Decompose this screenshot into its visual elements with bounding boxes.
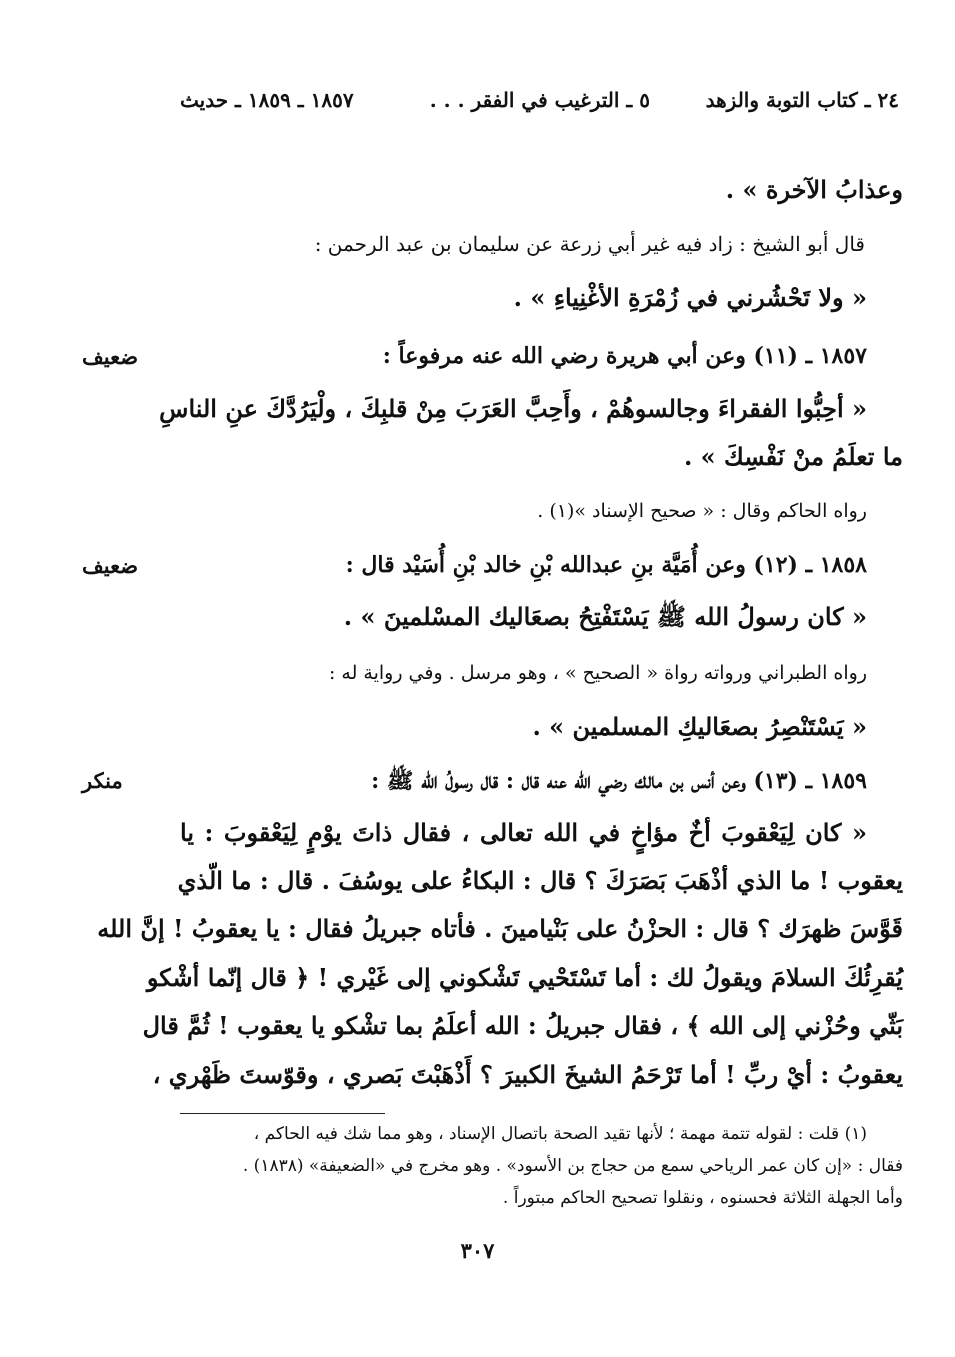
page-number: ٣٠٧ [460, 1238, 495, 1263]
text-line-2: قال أبو الشيخ : زاد فيه غير أبي زرعة عن سليمان بن عبد الرحمن : [314, 232, 865, 256]
footnote-line-3: وأما الجهلة الثلاثة فحسنوه ، ونقلوا تصحيح الحاكم مبتوراً . [502, 1188, 903, 1208]
hadith-1859-intro: ١٨٥٩ ـ (١٣) وعن أنس بن مالك رضي الله عنه قال : قال رسولُ الله ﷺ : [371, 768, 867, 794]
hadith-1859-matn-3: قَوَّسَ ظهرَك ؟ قال : الحزْنُ على بَنْيامينَ . فأتاه جبريلُ فقال : يا يعقوبُ ! إنَّ الله [97, 914, 903, 943]
running-header-chapter: ٥ ـ الترغيب في الفقر . . . [429, 88, 650, 112]
hadith-1859-matn-5: بَثّي وحُزْني إلى الله ﴾ ، فقال جبريلُ : الله أعلَمُ بما تشْكو يا يعقوب ! ثُمَّ قال [142, 1011, 903, 1040]
running-header-book: ٢٤ ـ كتاب التوبة والزهد [705, 88, 899, 112]
hadith-1858-matn-1: « كان رسولُ الله ﷺ يَسْتَفْتِحُ بصعَاليك المسْلمينَ » . [343, 602, 867, 631]
hadith-1857-intro: ١٨٥٧ ـ (١١) وعن أبي هريرة رضي الله عنه مرفوعاً : [382, 343, 867, 369]
text-line-3: « ولا تَحْشُرني في زُمْرَةِ الأغْنِياءِ » . [513, 283, 867, 312]
hadith-1858-source: رواه الطبراني ورواته رواة « الصحيح » ، وهو مرسل . وفي رواية له : [328, 662, 867, 684]
footnote-separator [180, 1113, 385, 1114]
hadith-1859-matn-2: يعقوب ! ما الذي أذْهَبَ بَصَرَكَ ؟ قال : البكاءُ على يوسُفَ . قال : ما الّذي [177, 866, 903, 895]
grade-1859: منكر [82, 768, 123, 793]
footnote-line-2: فقال : «إن كان عمر الرياحي سمع من حجاج بن الأسود» . وهو مخرج في «الضعيفة» (١٨٣٨) . [242, 1156, 903, 1176]
hadith-1857-source: رواه الحاكم وقال : « صحيح الإسناد »(١) . [537, 500, 867, 522]
hadith-1859-matn-4: يُقرِئُكَ السلامَ ويقولُ لك : أما تَسْتَحْيي تَشْكوني إلى غَيْري ! ﴿ قال إنّما أشْكو [146, 963, 903, 992]
grade-1858: ضعيف [82, 553, 139, 578]
hadith-1857-matn-1: « أحِبُّوا الفقراءَ وجالسوهُمْ ، وأَحِبَّ العَرَبَ مِنْ قلبِكَ ، ولْيَرُدَّكَ عنِ الناسِ [159, 394, 867, 423]
hadith-1858-intro: ١٨٥٨ ـ (١٢) وعن أُمَيَّة بنِ عبدالله بْنِ خالد بْنِ أُسَيْد قال : [345, 552, 867, 578]
hadith-1858-matn-2: « يَسْتَنْصِرُ بصعَاليكِ المسلمين » . [532, 712, 867, 741]
text-line-1: وعذابُ الآخرة » . [725, 175, 903, 204]
footnote-line-1: (١) قلت : لقوله تتمة مهمة ؛ لأنها تقيد الصحة باتصال الإسناد ، وهو مما شك فيه الحاكم ، [253, 1124, 867, 1144]
hadith-1859-matn-1: « كان لِيَعْقوبَ أخٌ مؤاخٍ في الله تعالى ، فقال ذاتَ يوْمٍ لِيَعْقوبَ : يا [180, 818, 867, 847]
hadith-1857-matn-2: ما تعلَمُ منْ نَفْسِكَ » . [683, 442, 903, 471]
grade-1857: ضعيف [82, 344, 139, 369]
hadith-1859-matn-6: يعقوبُ : أيْ ربِّ ! أما تَرْحَمُ الشيخَ الكبيرَ ؟ أَذْهَبْتَ بَصري ، وقوّستَ ظَهْري ، [152, 1060, 903, 1089]
running-header-range: ١٨٥٧ ـ ١٨٥٩ ـ حديث [180, 88, 354, 112]
